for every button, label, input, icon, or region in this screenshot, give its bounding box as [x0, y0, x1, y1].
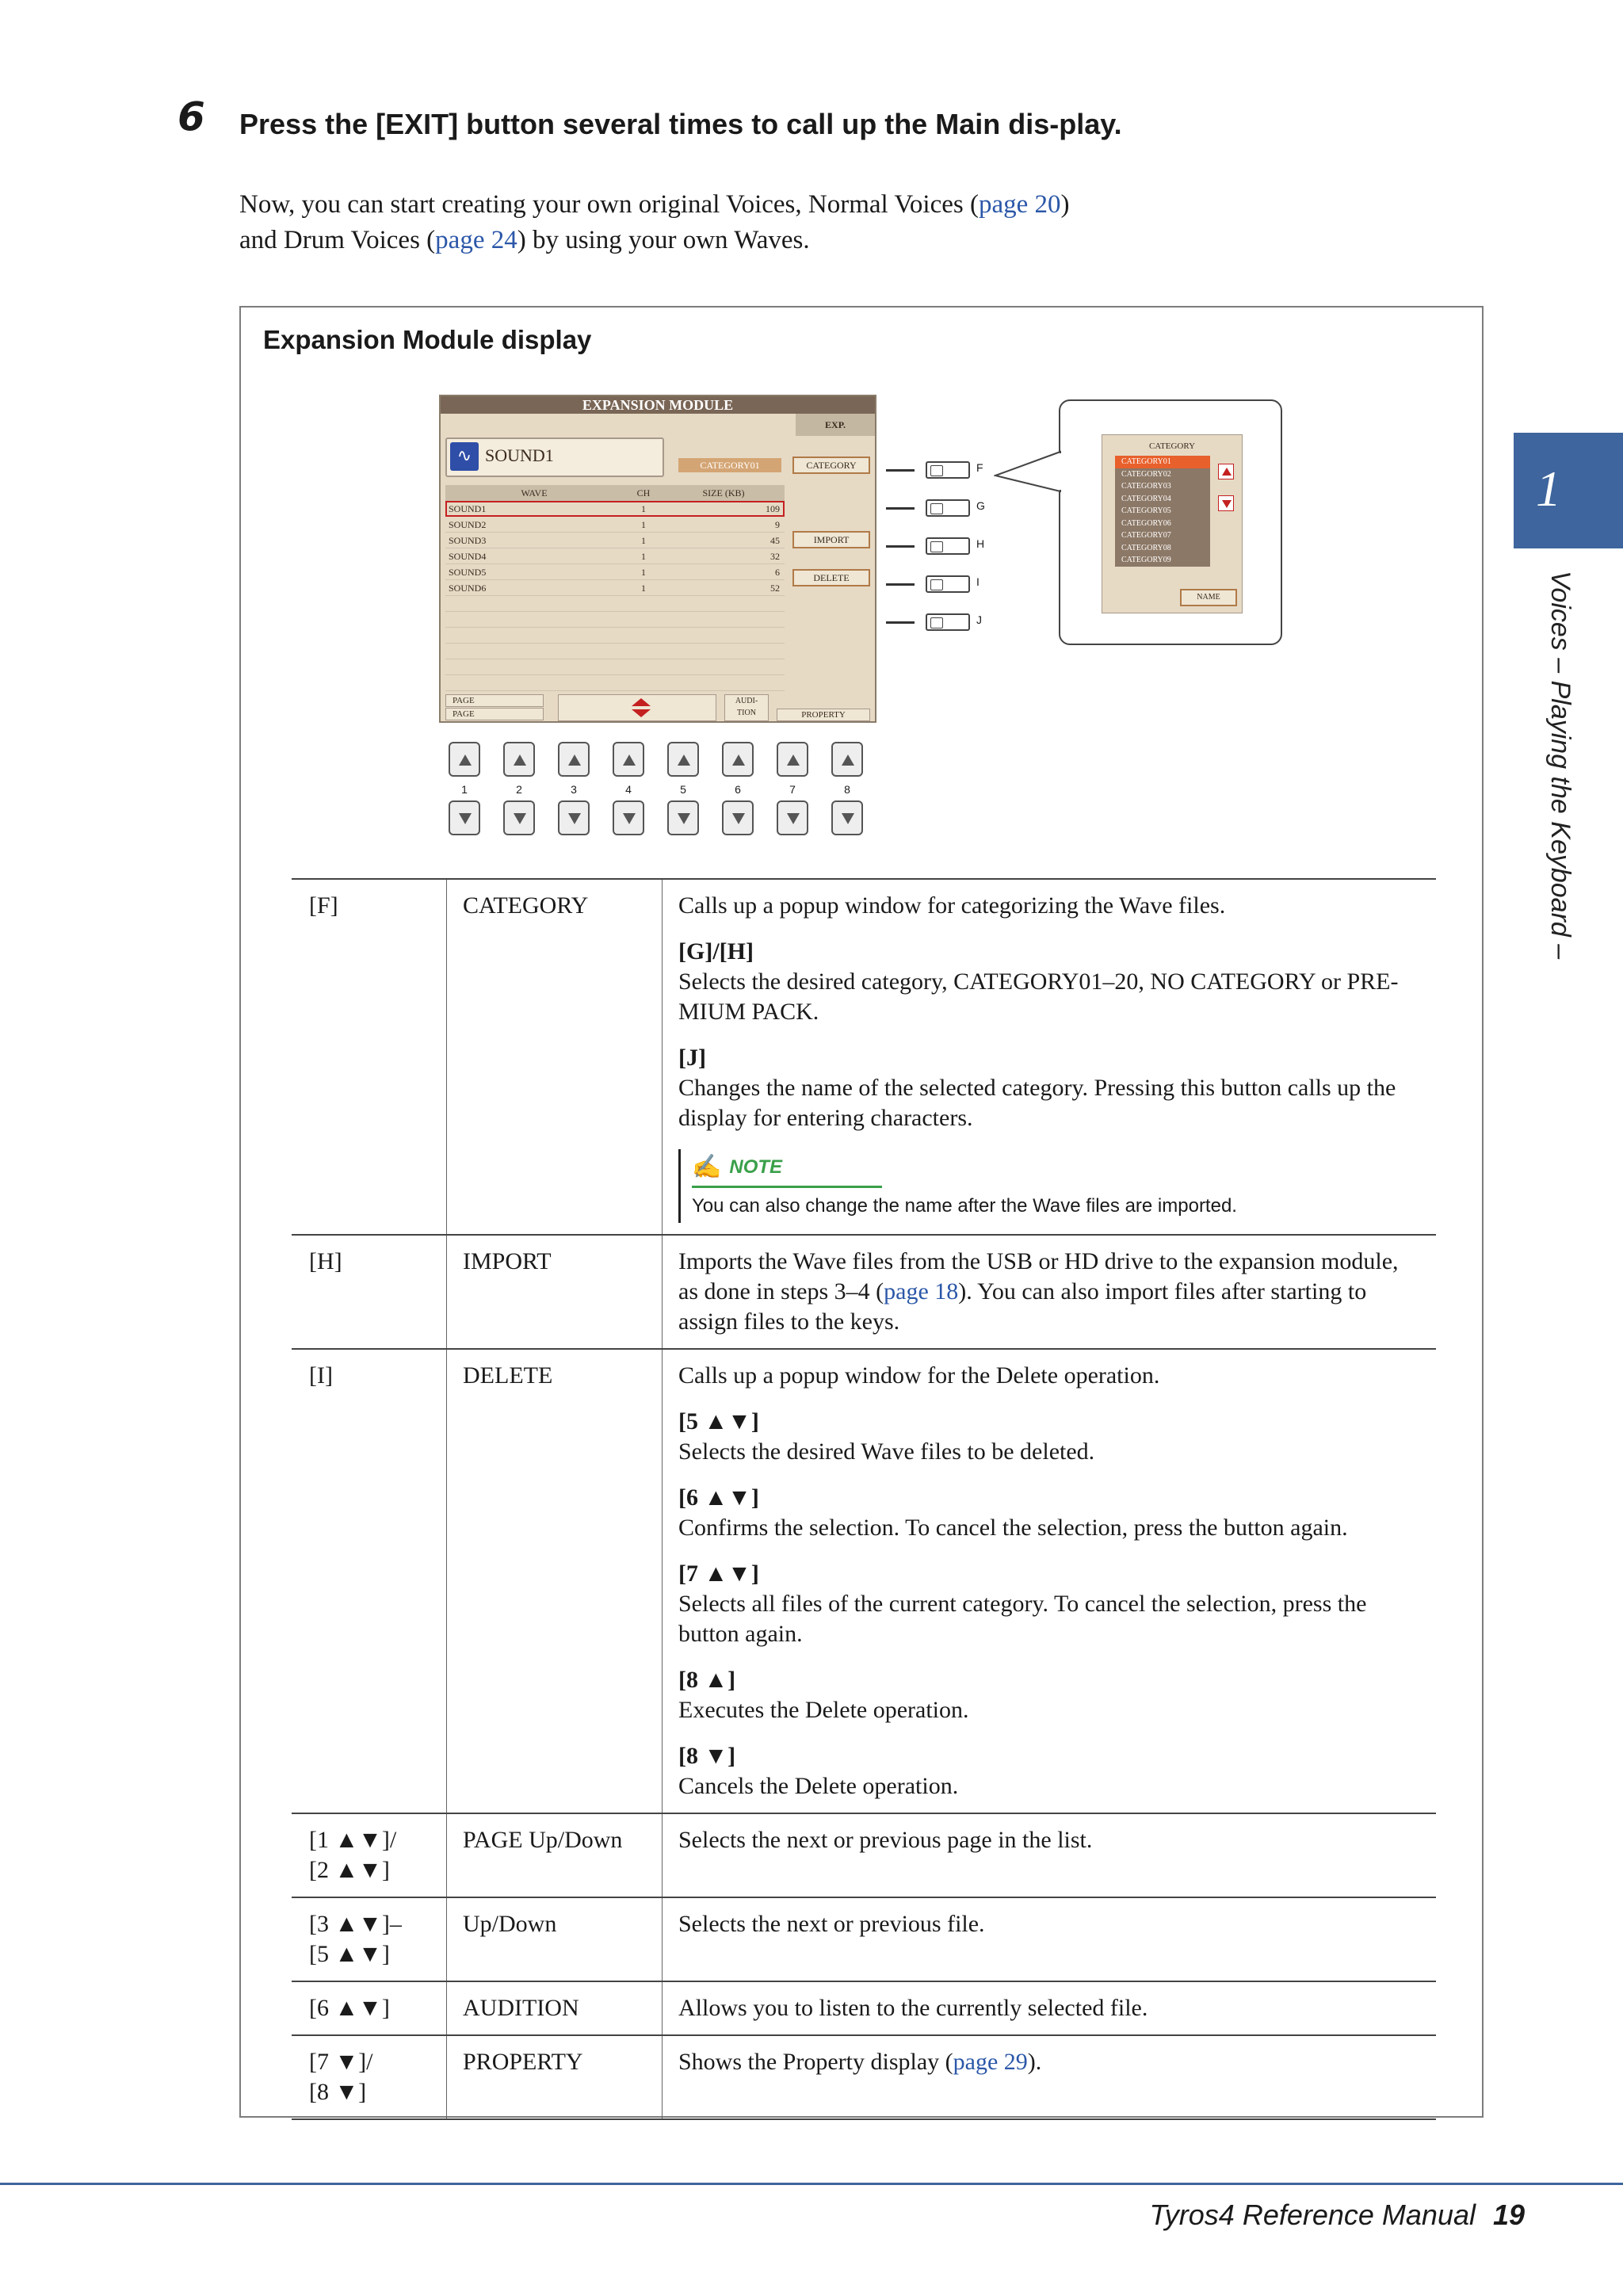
- sub-item-head: [J]: [678, 1045, 706, 1071]
- footer-page-number: 19: [1492, 2199, 1525, 2231]
- description-cell: Selects the next or previous page in the list.: [678, 1827, 1093, 1853]
- size-cell: 45: [770, 535, 780, 546]
- button-cell: [292, 1898, 447, 1981]
- button-3-down[interactable]: [558, 800, 590, 835]
- leader-line: [886, 507, 915, 510]
- button-label: J: [976, 613, 982, 626]
- button-5-down[interactable]: [667, 800, 699, 835]
- property-button[interactable]: PROPERTY: [777, 709, 870, 721]
- sub-item-text: Changes the name of the selected category. Pressing this button calls up the display for entering characters.: [678, 1075, 1396, 1131]
- screen-title: EXPANSION MODULE: [441, 396, 875, 414]
- category-item[interactable]: CATEGORY09: [1115, 554, 1210, 567]
- name-cell: AUDITION: [447, 1982, 663, 2034]
- sub-item-head: [G]/[H]: [678, 938, 754, 965]
- note-box: [678, 1149, 1420, 1223]
- sub-item: [678, 1043, 1420, 1133]
- ch-cell: 1: [641, 583, 646, 594]
- category-button[interactable]: CATEGORY: [792, 457, 870, 474]
- sub-item-text: Confirms the selection. To cancel the selection, press the button again.: [678, 1515, 1348, 1541]
- button-cell-line: [8 ▼]: [309, 2079, 367, 2105]
- button-cell-line: [3 ▲▼]–: [309, 1911, 402, 1937]
- category-down-arrow-icon[interactable]: [1218, 495, 1234, 511]
- button-label: I: [976, 575, 980, 588]
- sound-name: SOUND1: [485, 445, 554, 465]
- panel-button-i[interactable]: [886, 574, 981, 594]
- button-number-label: 2: [516, 783, 522, 796]
- button-cell: [I]: [292, 1350, 447, 1813]
- description-post: ). You can also import files after starting to assign files to the keys.: [678, 1278, 1367, 1335]
- category-item[interactable]: CATEGORY05: [1115, 505, 1210, 518]
- table-row: [292, 1350, 1436, 1814]
- expansion-module-screen: [439, 395, 876, 723]
- button-key-icon: [926, 575, 970, 593]
- table-row[interactable]: [445, 564, 785, 580]
- table-row-empty: [445, 659, 785, 675]
- chapter-tab: [1514, 433, 1623, 548]
- step-body-mid: ) and Drum Voices (: [239, 190, 1070, 254]
- sub-item-text: Cancels the Delete operation.: [678, 1773, 959, 1799]
- button-2-up[interactable]: [503, 742, 535, 777]
- button-cell-line: [2 ▲▼]: [309, 1857, 390, 1883]
- category-up-arrow-icon[interactable]: [1218, 464, 1234, 479]
- table-row: [292, 1982, 1436, 2036]
- description-cell: Selects the next or previous file.: [678, 1911, 985, 1937]
- button-1-down[interactable]: [449, 800, 480, 835]
- chapter-title-vertical: [1539, 571, 1579, 983]
- button-label: G: [976, 499, 985, 512]
- button-5-up[interactable]: [667, 742, 699, 777]
- arrow-up-icon: [632, 698, 651, 706]
- description-cell: Allows you to listen to the currently selected file.: [678, 1995, 1148, 2021]
- table-row[interactable]: [445, 533, 785, 548]
- audition-button[interactable]: [724, 694, 769, 721]
- ch-cell: 1: [641, 567, 646, 578]
- box-title: Expansion Module display: [263, 325, 592, 354]
- size-cell: 52: [770, 583, 780, 594]
- button-7-up[interactable]: [777, 742, 808, 777]
- category-popup-screen: [1102, 434, 1243, 613]
- button-key-icon: [926, 537, 970, 555]
- sub-item-head: [8 ▲]: [678, 1667, 736, 1693]
- ch-cell: 1: [641, 551, 646, 562]
- description-pre: Imports the Wave files from the USB or HD drive to the expansion module, as done in steps 3–4 (: [678, 1248, 1399, 1305]
- sub-item: [678, 1665, 1420, 1725]
- import-button[interactable]: IMPORT: [792, 531, 870, 548]
- screen-bottom-bar: [445, 693, 870, 721]
- button-number-label: 4: [625, 783, 632, 796]
- table-row-empty: [445, 596, 785, 612]
- button-8-down[interactable]: [831, 800, 863, 835]
- footer-rule: [0, 2183, 1623, 2185]
- wave-cell: SOUND4: [449, 551, 487, 562]
- leader-line: [886, 545, 915, 548]
- category-item[interactable]: CATEGORY08: [1115, 542, 1210, 555]
- audition-label-1: AUDI-: [735, 697, 758, 705]
- page-down-label: PAGE: [445, 708, 544, 720]
- ch-cell: 1: [641, 535, 646, 546]
- button-8-up[interactable]: [831, 742, 863, 777]
- category-item[interactable]: CATEGORY03: [1115, 480, 1210, 493]
- audition-label-2: TION: [737, 709, 756, 717]
- button-2-down[interactable]: [503, 800, 535, 835]
- button-7-down[interactable]: [777, 800, 808, 835]
- name-cell: PAGE Up/Down: [447, 1814, 663, 1897]
- sub-item-head: [8 ▼]: [678, 1743, 736, 1769]
- table-row: [292, 1814, 1436, 1898]
- table-row: [292, 1236, 1436, 1350]
- note-header: [692, 1152, 882, 1188]
- wave-table-header: [445, 485, 785, 501]
- parameter-table: [292, 878, 1436, 2120]
- sub-item: [678, 1483, 1420, 1543]
- sub-item-text: Executes the Delete operation.: [678, 1697, 969, 1723]
- description: Calls up a popup window for the Delete operation.: [678, 1362, 1160, 1389]
- col-size: SIZE (KB): [702, 487, 745, 499]
- sub-item-text: Selects the desired category, CATEGORY01–20, NO CATEGORY or PRE-MIUM PACK.: [678, 968, 1399, 1025]
- sub-item-text: Selects the desired Wave files to be deleted.: [678, 1438, 1095, 1465]
- name-cell: DELETE: [447, 1350, 663, 1813]
- sub-item: [678, 1741, 1420, 1801]
- page-up-label: PAGE: [445, 694, 544, 707]
- sub-item-head: [5 ▲▼]: [678, 1408, 759, 1435]
- button-4-down[interactable]: [613, 800, 644, 835]
- col-ch: CH: [636, 487, 651, 499]
- leader-line: [886, 469, 915, 472]
- wave-cell: SOUND5: [449, 567, 487, 578]
- button-number-label: 5: [680, 783, 686, 796]
- wave-cell: SOUND3: [449, 535, 487, 546]
- wave-table: [445, 485, 785, 691]
- wave-cell: SOUND2: [449, 519, 487, 530]
- step-body-pre: Now, you can start creating your own original Voices, Normal Voices (: [239, 190, 979, 219]
- description-pre: Shows the Property display (: [678, 2049, 953, 2075]
- table-row[interactable]: [445, 517, 785, 533]
- description: Calls up a popup window for categorizing the Wave files.: [678, 892, 1226, 919]
- button-number-label: 1: [461, 783, 468, 796]
- page-24-link[interactable]: page 24: [435, 226, 517, 254]
- button-label: H: [976, 537, 985, 550]
- table-row-empty: [445, 644, 785, 659]
- sub-item-head: [7 ▲▼]: [678, 1561, 759, 1587]
- table-row-empty: [445, 628, 785, 644]
- button-cell: [292, 1814, 447, 1897]
- name-button[interactable]: NAME: [1180, 589, 1237, 606]
- arrow-down-icon: [632, 709, 651, 717]
- note-text: You can also change the name after the Wave files are imported.: [692, 1195, 1237, 1217]
- description-cell: [663, 880, 1436, 1234]
- callout-pointer-icon: [994, 450, 1062, 498]
- category-list: [1115, 456, 1210, 567]
- name-cell: PROPERTY: [447, 2036, 663, 2118]
- table-row: [292, 1898, 1436, 1982]
- button-key-icon: [926, 461, 970, 479]
- sub-item: [678, 1559, 1420, 1649]
- button-cell-line: [7 ▼]/: [309, 2049, 373, 2075]
- button-cell: [6 ▲▼]: [292, 1982, 447, 2034]
- wave-icon: ∿: [450, 442, 479, 471]
- button-cell: [H]: [292, 1236, 447, 1348]
- size-cell: 32: [770, 551, 780, 562]
- category-item[interactable]: CATEGORY06: [1115, 518, 1210, 530]
- category-item[interactable]: CATEGORY07: [1115, 529, 1210, 542]
- description-post: ).: [1027, 2049, 1042, 2075]
- table-row[interactable]: [445, 548, 785, 564]
- size-cell: 6: [775, 567, 780, 578]
- leader-line: [886, 621, 915, 624]
- button-cell: [292, 2036, 447, 2118]
- sub-item: [678, 1407, 1420, 1467]
- page-18-link[interactable]: page 18: [884, 1278, 959, 1305]
- current-category: CATEGORY01: [678, 458, 781, 472]
- ch-cell: 1: [641, 503, 646, 514]
- button-1-up[interactable]: [449, 742, 480, 777]
- sub-item: [678, 937, 1420, 1027]
- chapter-number: 1: [1536, 460, 1561, 517]
- page-20-link[interactable]: page 20: [978, 190, 1061, 219]
- table-row-empty: [445, 612, 785, 628]
- button-3-up[interactable]: [558, 742, 590, 777]
- sub-item-head: [6 ▲▼]: [678, 1484, 759, 1511]
- button-label: F: [976, 461, 983, 474]
- step-body-post: ) by using your own Waves.: [517, 226, 810, 254]
- table-row: [292, 880, 1436, 1236]
- button-6-down[interactable]: [722, 800, 754, 835]
- step-title: Press the [EXIT] button several times to call up the Main dis-play.: [239, 108, 1122, 140]
- button-cell-line: [5 ▲▼]: [309, 1941, 390, 1967]
- pencil-icon: ✍: [692, 1154, 722, 1180]
- button-number-label: 8: [844, 783, 850, 796]
- name-cell: IMPORT: [447, 1236, 663, 1348]
- category-item[interactable]: CATEGORY04: [1115, 493, 1210, 506]
- button-number-label: 7: [789, 783, 796, 796]
- delete-button[interactable]: DELETE: [792, 569, 870, 586]
- page-updown[interactable]: [445, 694, 544, 721]
- button-number-label: 6: [735, 783, 741, 796]
- wave-cell: SOUND6: [449, 583, 487, 594]
- table-row-empty: [445, 675, 785, 691]
- button-key-icon: [926, 613, 970, 631]
- button-6-up[interactable]: [722, 742, 754, 777]
- leader-line: [886, 583, 915, 586]
- footer-manual-title: Tyros4 Reference Manual: [1149, 2199, 1476, 2231]
- panel-button-h[interactable]: [886, 536, 985, 556]
- panel-button-g[interactable]: [886, 498, 985, 518]
- button-cell-line: [1 ▲▼]/: [309, 1827, 397, 1853]
- note-label: NOTE: [729, 1156, 783, 1178]
- expansion-module-box: [239, 306, 1484, 2118]
- page-29-link[interactable]: page 29: [953, 2049, 1028, 2075]
- file-updown-arrows[interactable]: [558, 694, 716, 721]
- button-4-up[interactable]: [613, 742, 644, 777]
- popup-title: CATEGORY: [1148, 441, 1196, 451]
- size-cell: 109: [766, 503, 780, 514]
- wave-cell: SOUND1: [449, 503, 487, 514]
- size-cell: 9: [775, 519, 780, 530]
- name-cell: Up/Down: [447, 1898, 663, 1981]
- category-item[interactable]: CATEGORY02: [1115, 468, 1210, 481]
- sub-item-text: Selects all files of the current category. To cancel the selection, press the button again.: [678, 1591, 1367, 1647]
- button-cell: [F]: [292, 880, 447, 1234]
- ch-cell: 1: [641, 519, 646, 530]
- button-number-label: 3: [571, 783, 577, 796]
- description-cell: [663, 1350, 1436, 1813]
- description-cell: [663, 1236, 1436, 1348]
- panel-button-j[interactable]: [886, 612, 981, 632]
- category-item[interactable]: CATEGORY01: [1115, 456, 1210, 468]
- table-row[interactable]: [445, 501, 785, 517]
- table-row: [292, 2036, 1436, 2120]
- table-row[interactable]: [445, 580, 785, 596]
- col-wave: WAVE: [521, 487, 548, 499]
- chapter-title: Voices – Playing the Keyboard –: [1545, 571, 1575, 960]
- button-key-icon: [926, 499, 970, 517]
- description-cell: [663, 2036, 1436, 2118]
- exp-tab[interactable]: EXP.: [796, 414, 875, 436]
- step-number: 6: [178, 94, 205, 139]
- step-body: [239, 187, 1159, 258]
- name-cell: CATEGORY: [447, 880, 663, 1234]
- panel-button-f[interactable]: [886, 460, 981, 480]
